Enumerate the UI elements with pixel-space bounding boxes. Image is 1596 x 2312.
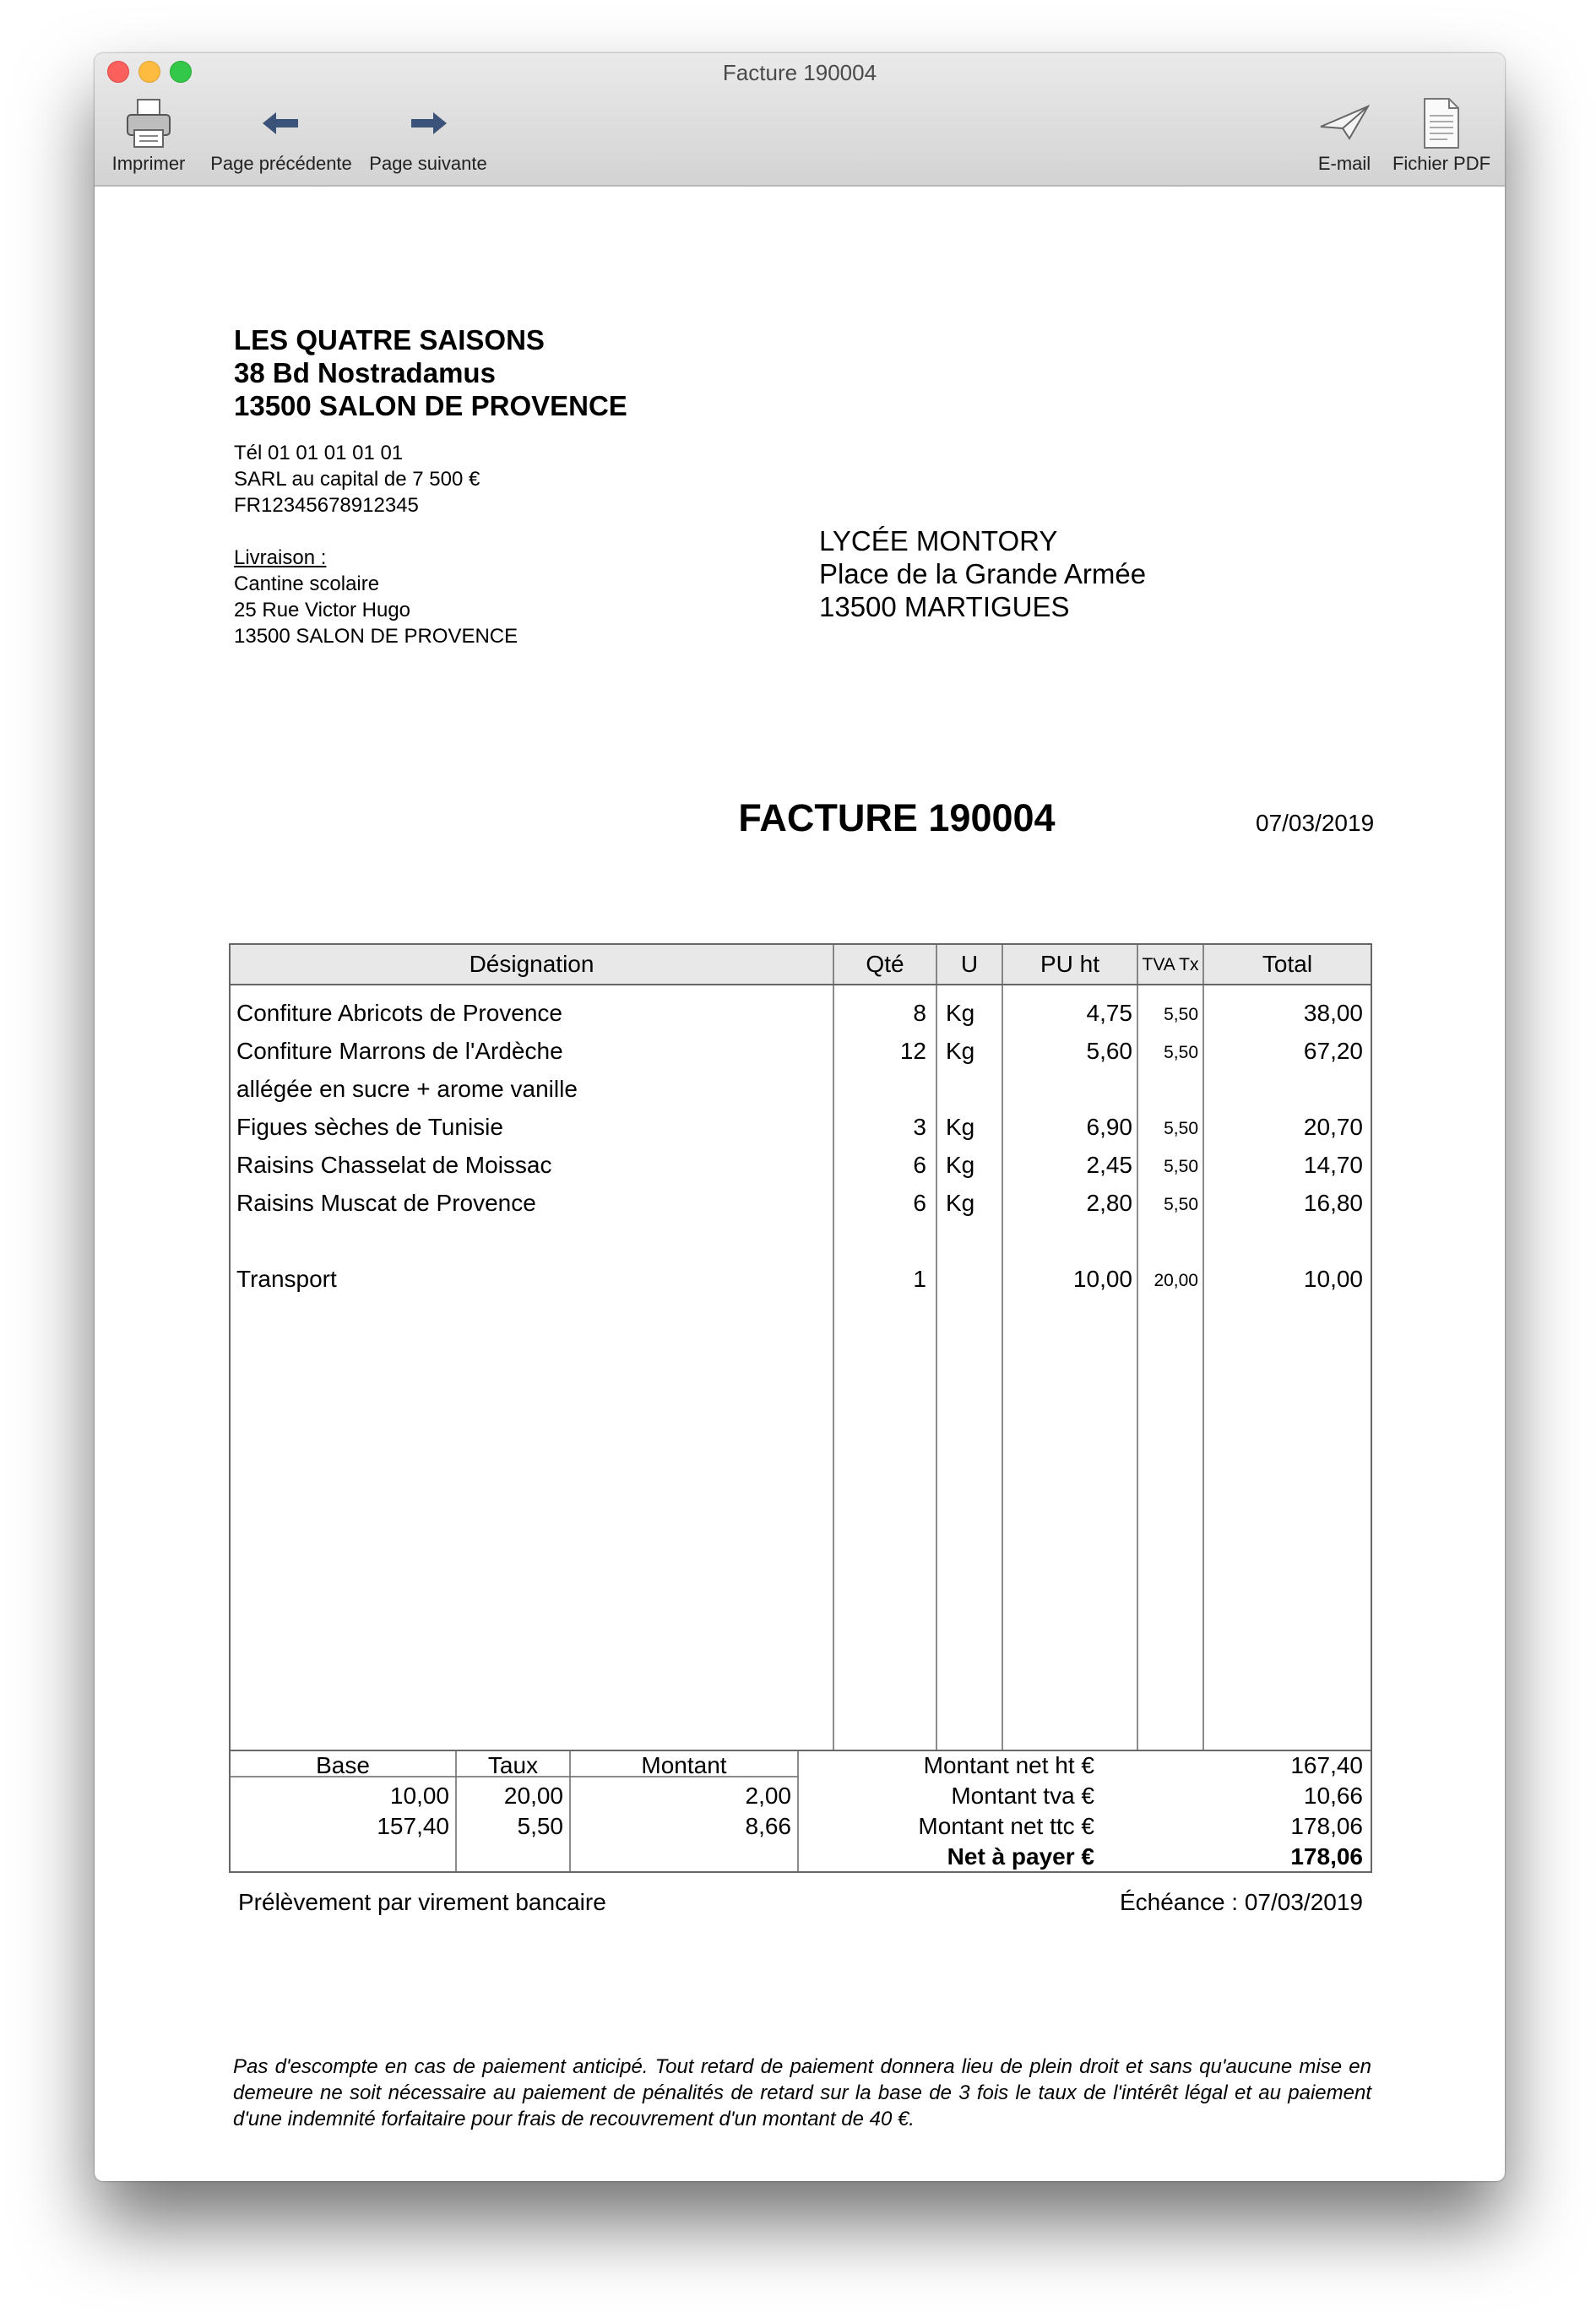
next-page-label: Page suivante <box>369 153 487 174</box>
vat-summary-header-amount: Montant <box>641 1752 727 1778</box>
pdf-file-label: Fichier PDF <box>1392 153 1491 174</box>
row-unit-price: 2,80 <box>1086 1190 1132 1216</box>
seller-vat-id: FR12345678912345 <box>234 494 419 517</box>
payment-method: Prélèvement par virement bancaire <box>238 1889 606 1915</box>
row-total: 10,00 <box>1303 1266 1363 1292</box>
client-street: Place de la Grande Armée <box>819 558 1147 589</box>
net-to-pay-value: 178,06 <box>1290 1843 1363 1870</box>
row-unit: Kg <box>946 1000 975 1026</box>
seller-name: LES QUATRE SAISONS <box>234 324 545 355</box>
arrow-right-icon <box>365 95 491 151</box>
pdf-file-button[interactable] <box>1387 95 1496 175</box>
header-unit: U <box>960 951 979 977</box>
row-vat-rate: 5,50 <box>1164 1043 1198 1062</box>
vat-summary-header-rate: Taux <box>487 1752 539 1778</box>
net-ttc-label: Montant net ttc € <box>918 1813 1094 1839</box>
row-vat-rate: 5,50 <box>1164 1157 1198 1176</box>
due-date: Échéance : 07/03/2019 <box>1119 1889 1363 1915</box>
header-designation: Désignation <box>469 951 594 977</box>
row-vat-rate: 5,50 <box>1164 1005 1198 1024</box>
tva-value: 10,66 <box>1303 1783 1363 1809</box>
vat-amount: 2,00 <box>745 1783 791 1809</box>
vat-base: 157,40 <box>377 1813 449 1839</box>
row-total: 20,70 <box>1303 1114 1363 1140</box>
document-icon <box>1387 95 1496 151</box>
row-unit-price: 4,75 <box>1086 1000 1132 1026</box>
row-total: 14,70 <box>1303 1152 1363 1178</box>
email-button[interactable] <box>1311 95 1378 175</box>
row-qty: 3 <box>913 1114 926 1140</box>
header-qty: Qté <box>866 951 904 977</box>
invoice-date: 07/03/2019 <box>1256 810 1375 836</box>
vat-rate: 5,50 <box>517 1813 563 1839</box>
delivery-line: 25 Rue Victor Hugo <box>234 599 411 621</box>
vat-base: 10,00 <box>389 1783 449 1809</box>
row-designation: Figues sèches de Tunisie <box>236 1114 503 1140</box>
vat-amount: 8,66 <box>745 1813 791 1839</box>
vat-rate: 20,00 <box>503 1783 563 1809</box>
previous-page-button[interactable] <box>201 95 361 175</box>
invoice-title: FACTURE 190004 <box>738 796 1056 839</box>
row-designation: Transport <box>236 1266 337 1292</box>
row-qty: 6 <box>913 1152 926 1178</box>
row-designation: Confiture Marrons de l'Ardèche <box>236 1038 563 1064</box>
seller-city: 13500 SALON DE PROVENCE <box>234 390 627 421</box>
paper-plane-icon <box>1311 95 1378 151</box>
row-designation: allégée en sucre + arome vanille <box>236 1076 578 1102</box>
row-unit: Kg <box>946 1152 975 1178</box>
delivery-line: Cantine scolaire <box>234 573 380 595</box>
arrow-left-icon <box>201 95 361 151</box>
row-unit-price: 10,00 <box>1072 1266 1132 1292</box>
row-qty: 12 <box>899 1038 926 1064</box>
row-unit-price: 2,45 <box>1086 1152 1132 1178</box>
delivery-line: 13500 SALON DE PROVENCE <box>234 625 518 648</box>
row-vat-rate: 5,50 <box>1164 1195 1198 1214</box>
net-ht-label: Montant net ht € <box>923 1752 1094 1778</box>
legal-notice: Pas d'escompte en cas de paiement anticipé. Tout retard de paiement donnera lieu de plein droit et sans qu'aucune mise en demeure ne soit nécessaire au paiement de pénalités de retard sur la base de 3 fois le taux de l'intérêt légal et au paiement d'une indemnité forfaitaire pour frais de recouvrement d'un montant de 40 €. <box>233 2055 1371 2130</box>
invoice-document <box>95 187 1505 2181</box>
row-total: 38,00 <box>1303 1000 1363 1026</box>
seller-phone: Tél 01 01 01 01 01 <box>234 442 404 464</box>
row-unit-price: 5,60 <box>1086 1038 1132 1064</box>
row-total: 16,80 <box>1303 1190 1363 1216</box>
delivery-label: Livraison : <box>234 546 327 569</box>
header-vat-rate: TVA Tx <box>1142 955 1199 974</box>
title-bar <box>95 53 1505 187</box>
row-qty: 6 <box>913 1190 926 1216</box>
row-vat-rate: 5,50 <box>1164 1119 1198 1138</box>
row-qty: 8 <box>913 1000 926 1026</box>
tva-label: Montant tva € <box>951 1783 1094 1809</box>
row-unit: Kg <box>946 1114 975 1140</box>
row-designation: Raisins Muscat de Provence <box>236 1190 536 1216</box>
row-vat-rate: 20,00 <box>1154 1271 1198 1290</box>
seller-street: 38 Bd Nostradamus <box>234 357 496 388</box>
email-label: E-mail <box>1317 153 1371 174</box>
row-designation: Raisins Chasselat de Moissac <box>236 1152 552 1178</box>
net-ttc-value: 178,06 <box>1290 1813 1363 1839</box>
window-title: Facture 190004 <box>722 60 877 85</box>
net-to-pay-label: Net à payer € <box>947 1843 1094 1870</box>
row-designation: Confiture Abricots de Provence <box>236 1000 562 1026</box>
client-city: 13500 MARTIGUES <box>819 591 1070 622</box>
printer-icon <box>108 95 189 151</box>
invoice-table-grid <box>95 187 1505 2181</box>
row-qty: 1 <box>913 1266 926 1292</box>
client-name: LYCÉE MONTORY <box>819 525 1058 556</box>
net-ht-value: 167,40 <box>1290 1752 1363 1778</box>
print-button[interactable] <box>108 95 189 175</box>
vat-summary-header-base: Base <box>316 1752 370 1778</box>
row-unit-price: 6,90 <box>1086 1114 1132 1140</box>
seller-capital: SARL au capital de 7 500 € <box>234 468 480 491</box>
row-total: 67,20 <box>1303 1038 1363 1064</box>
row-unit: Kg <box>946 1190 975 1216</box>
previous-page-label: Page précédente <box>210 153 352 174</box>
invoice-window <box>95 53 1505 2181</box>
print-label: Imprimer <box>111 153 186 174</box>
header-unit-price: PU ht <box>1040 951 1100 977</box>
next-page-button[interactable] <box>365 95 491 175</box>
header-total: Total <box>1262 951 1313 977</box>
row-unit: Kg <box>946 1038 975 1064</box>
